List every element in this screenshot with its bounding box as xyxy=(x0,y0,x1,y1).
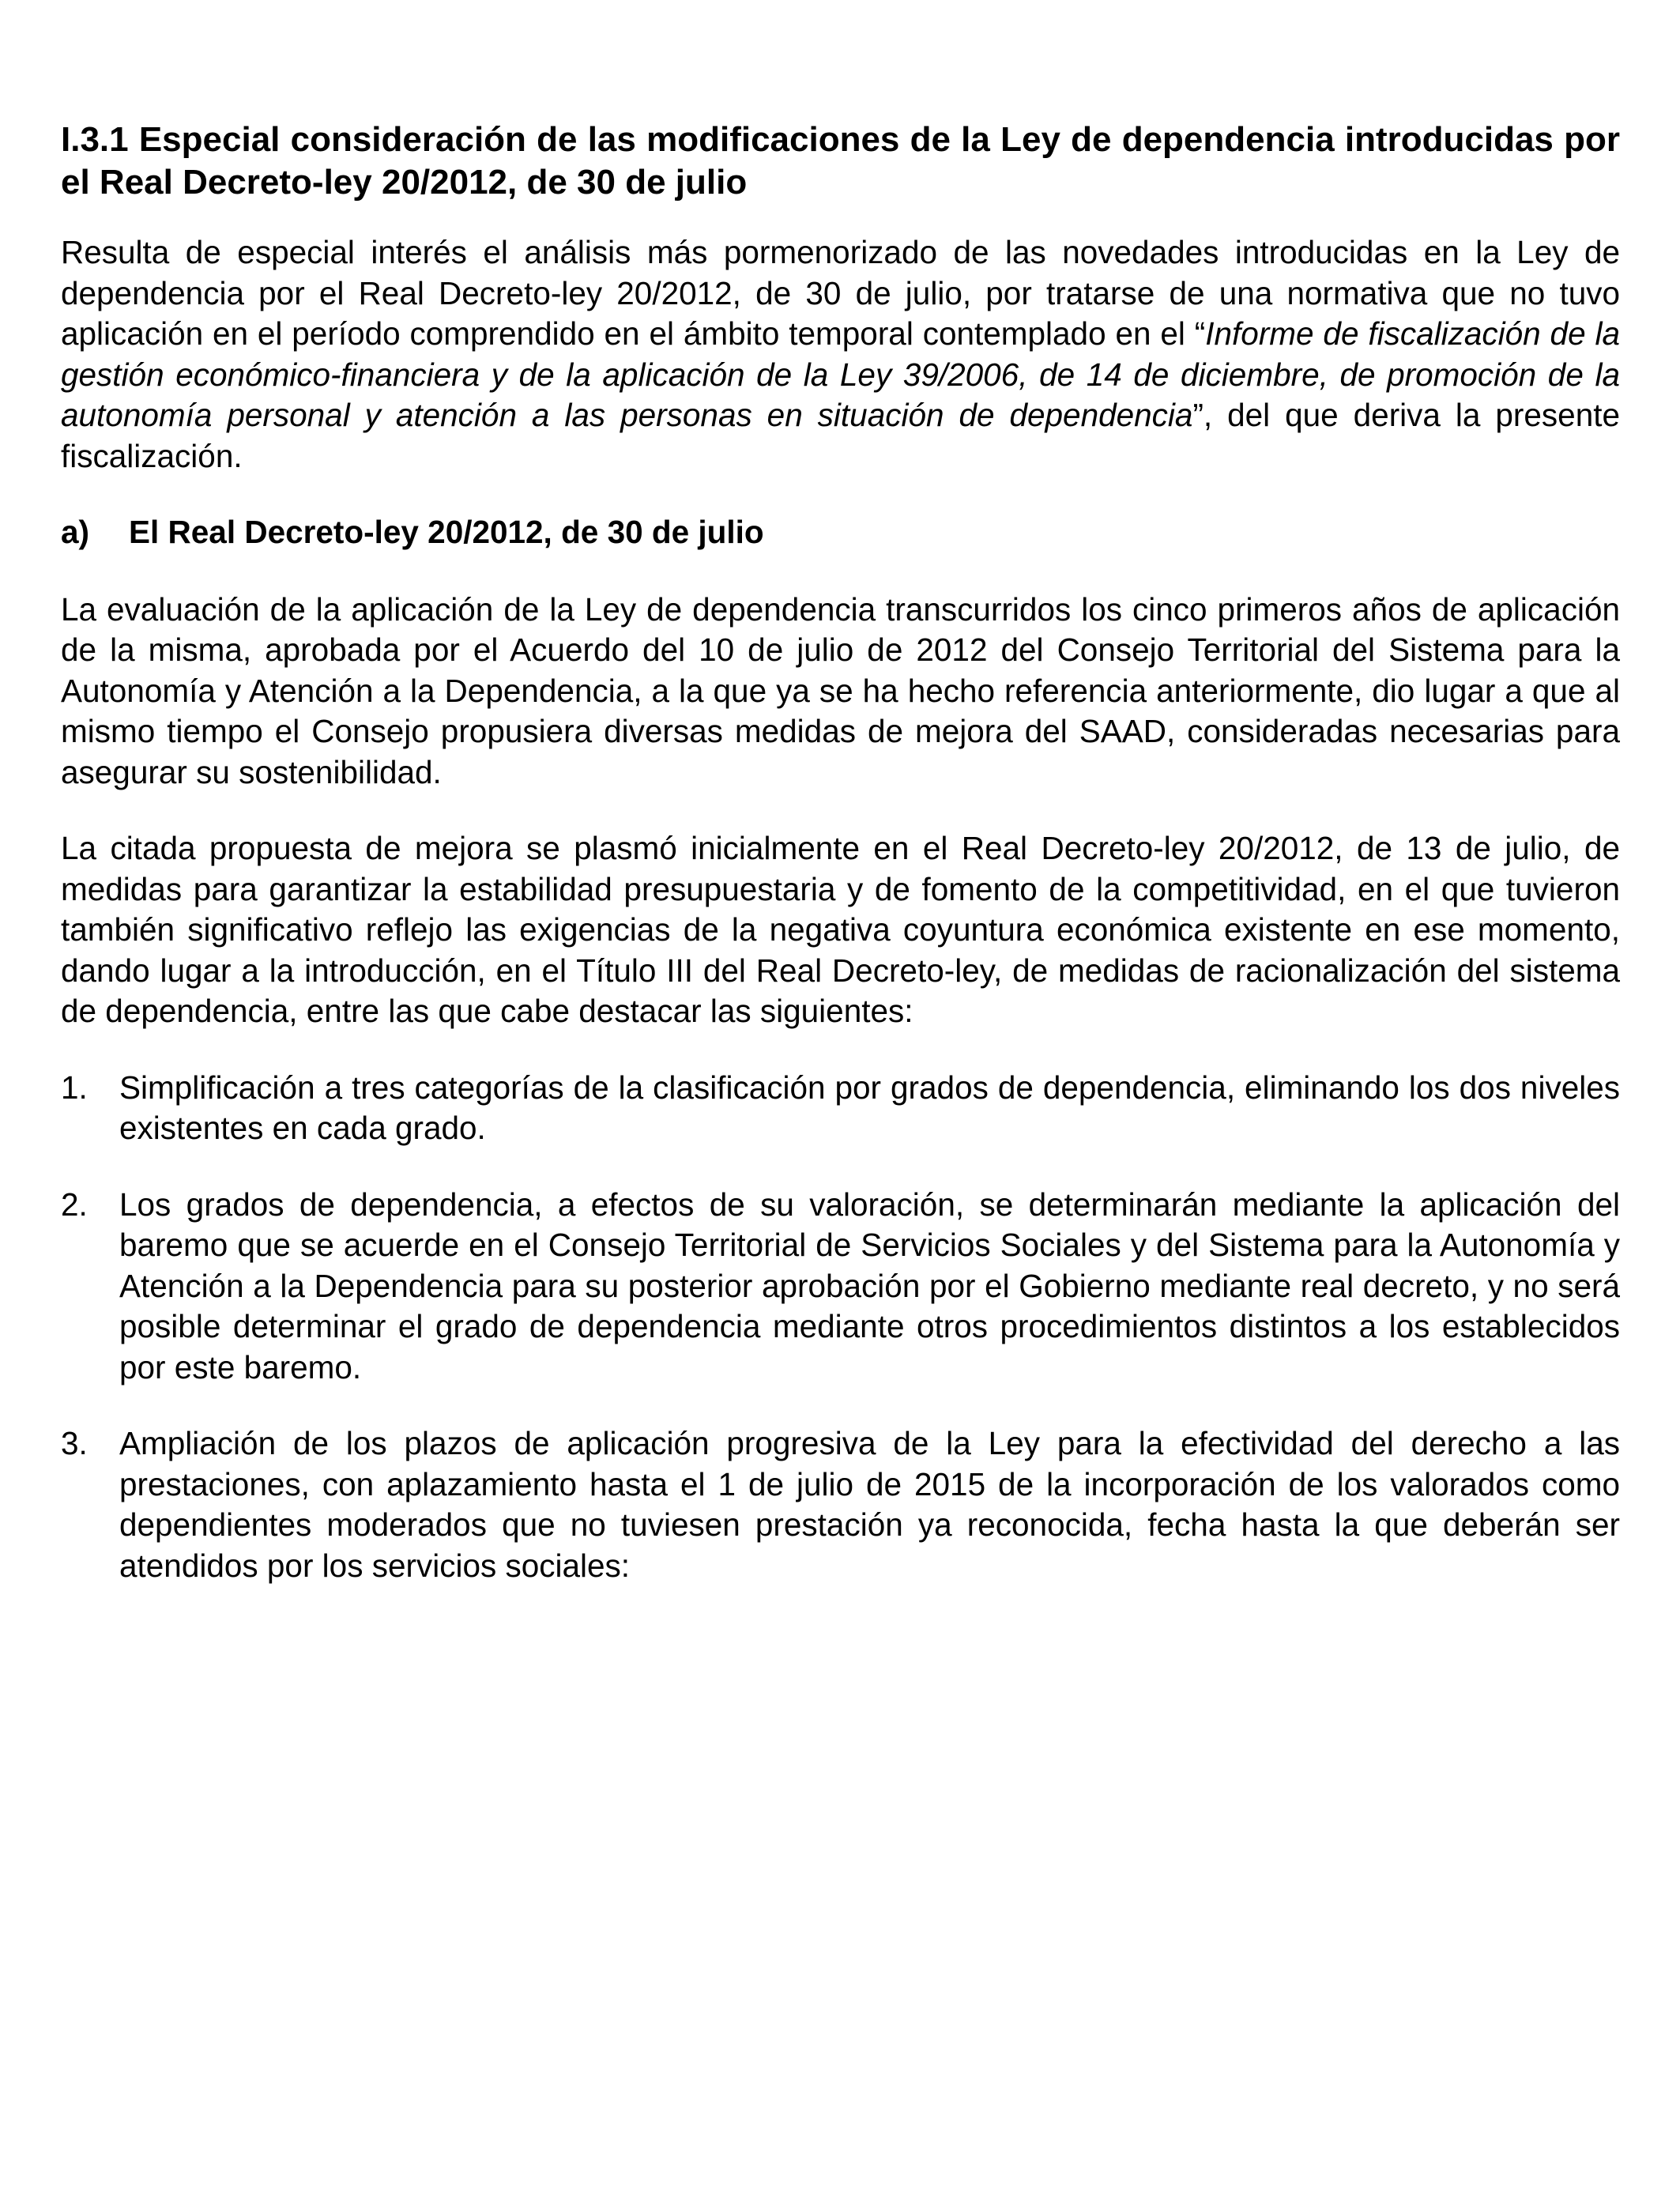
list-item-number: 2. xyxy=(61,1186,88,1223)
list-item-number: 3. xyxy=(61,1425,88,1461)
list-item-text: Los grados de dependencia, a efectos de su valoración, se determinarán mediante la aplicación del baremo que se acuerde en el Consejo Territorial de Servicios Sociales y del Sistema para la Autonomía y Atención a la Dependencia para su posterior aprobación por el Gobierno mediante real decreto, y no será posible determinar el grado de dependencia mediante otros procedimientos distintos a los establecidos por este baremo. xyxy=(119,1186,1620,1385)
section-heading: I.3.1 Especial consideración de las modificaciones de la Ley de dependencia introducidas por el Real Decreto-ley 20/2012, de 30 de julio xyxy=(61,120,1620,202)
list-item-number: 1. xyxy=(61,1069,88,1106)
intro-paragraph xyxy=(61,232,1620,477)
subsection-heading-a xyxy=(61,512,1620,553)
measures-list xyxy=(61,1068,1620,1587)
intro-italic-report-title: Informe de fiscalización de la gestión económico-financiera y de la aplicación de la Ley 39/2006, de 14 de diciembre, de promoción de la autonomía personal y atención a las personas en situación de dependencia xyxy=(61,315,1620,433)
subsection-title: El Real Decreto-ley 20/2012, de 30 de julio xyxy=(129,514,764,550)
list-item xyxy=(61,1185,1620,1389)
list-item-text: Simplificación a tres categorías de la clasificación por grados de dependencia, eliminando los dos niveles existentes en cada grado. xyxy=(119,1069,1620,1146)
body-paragraph-proposal: La citada propuesta de mejora se plasmó inicialmente en el Real Decreto-ley 20/2012, de 13 de julio, de medidas para garantizar la estabilidad presupuestaria y de fomento de la competitividad, en el que tuvieron también significativo reflejo las exigencias de la negativa coyuntura económica existente en ese momento, dando lugar a la introducción, en el Título III del Real Decreto-ley, de medidas de racionalización del sistema de dependencia, entre las que cabe destacar las siguientes: xyxy=(61,830,1620,1029)
list-item-text: Ampliación de los plazos de aplicación progresiva de la Ley para la efectividad del derecho a las prestaciones, con aplazamiento hasta el 1 de julio de 2015 de la incorporación de los valorados como dependientes moderados que no tuviesen prestación ya reconocida, fecha hasta la que deberán ser atendidos por los servicios sociales: xyxy=(119,1425,1620,1584)
document-page xyxy=(61,119,1620,1622)
intro-text-after: ”, del que deriva la presente fiscalización. xyxy=(61,397,1620,474)
intro-text-before: Resulta de especial interés el análisis más pormenorizado de las novedades introducidas en la Ley de dependencia por el Real Decreto-ley 20/2012, de 30 de julio, por tratarse de una normativa que no tuvo aplicación en el período comprendido en el ámbito temporal contemplado en el “ xyxy=(61,234,1620,352)
body-paragraph-evaluation: La evaluación de la aplicación de la Ley de dependencia transcurridos los cinco primeros años de aplicación de la misma, aprobada por el Acuerdo del 10 de julio de 2012 del Consejo Territorial del Sistema para la Autonomía y Atención a la Dependencia, a la que ya se ha hecho referencia anteriormente, dio lugar a que al mismo tiempo el Consejo propusiera diversas medidas de mejora del SAAD, consideradas necesarias para asegurar su sostenibilidad. xyxy=(61,590,1620,790)
list-item xyxy=(61,1068,1620,1149)
list-item xyxy=(61,1423,1620,1586)
subsection-letter: a) xyxy=(61,514,90,550)
